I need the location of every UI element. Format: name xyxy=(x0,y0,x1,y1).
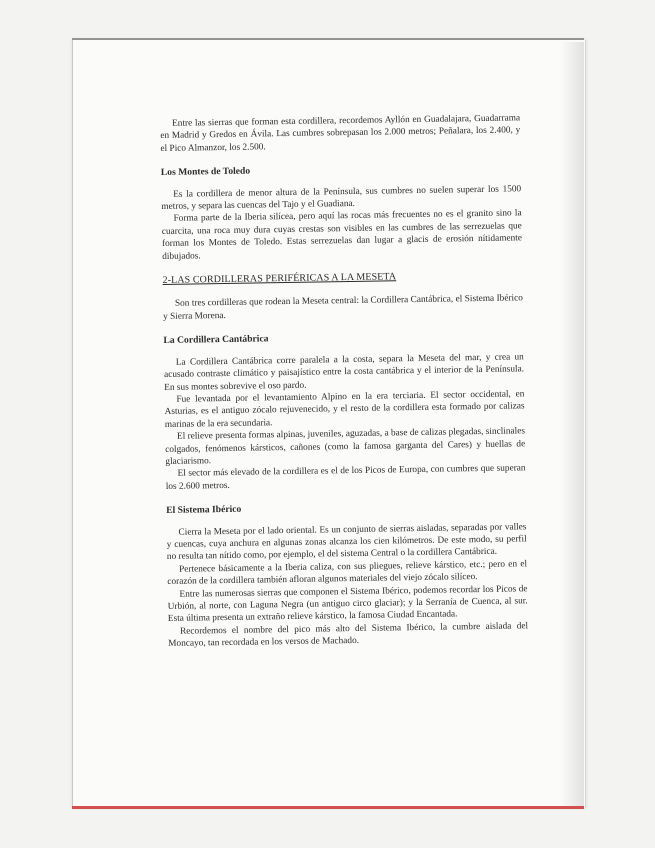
paragraph-cantabrica-4: El sector más elevado de la cordillera es el de los Picos de Europa, con cumbres que superan los 2.600 metros. xyxy=(165,463,526,492)
paragraph-iberico-1: Cierra la Meseta por el lado oriental. Es un conjunto de sierras aisladas, separadas por valles y cuencas, cuya anchura en algunas zonas alcanza los cien kilómetros. De este modo, su perfil no resulta tan nítido como, por ejemplo, el del sistema Central o la cordillera Cantábrica. xyxy=(166,521,527,563)
paragraph-toledo-1: Es la cordillera de menor altura de la Península, sus cumbres no suelen superar los 1500 metros, y separa las cuencas del Tajo y el Guadiana. xyxy=(161,183,522,213)
paragraph-iberico-2: Pertenece básicamente a la Iberia caliza, con sus pliegues, relieve kárstico, etc.; pero en el corazón de la cordillera también afloran algunos materiales del viejo zócalo silíceo. xyxy=(167,559,528,588)
paragraph-cantabrica-3: El relieve presenta formas alpinas, juveniles, aguzadas, a base de calizas plegadas, sinclinales colgados, fenómenos kársticos, cañones (como la famosa garganta del Cares) y huellas de glaciarismo. xyxy=(165,426,526,467)
page-bottom-edge xyxy=(72,806,584,809)
paragraph-section-2: Son tres cordilleras que rodean la Meseta central: la Cordillera Cantábrica, el Sistema Ibérico y Sierra Morena. xyxy=(163,293,523,322)
heading-montes-toledo: Los Montes de Toledo xyxy=(160,165,251,179)
paragraph-toledo-2: Forma parte de la Iberia silícea, pero aquí las rocas más frecuentes no es el granito sino la cuarcita, una roca muy dura cuyas crestas son visibles en las cumbres de las serrezuelas que forman los Montes de Toledo. Estas serrezuelas dan lugar a glacis de erosión nítidamente dibujados. xyxy=(161,208,523,262)
document-body xyxy=(160,112,528,650)
heading-section-2: 2-LAS CORDILLERAS PERIFÉRICAS A LA MESETA xyxy=(162,271,397,287)
paragraph-cantabrica-2: Fue levantada por el levantamiento Alpino en la era terciaria. El sector occidental, en Asturias, es el antiguo zócalo rejuvenecido, y el resto de la cordillera esta formado por calizas marinas de la era secundaria. xyxy=(164,389,525,430)
paragraph-cantabrica-1: La Cordillera Cantábrica corre paralela a la costa, separa la Meseta del mar, y crea un acusado contraste climático y paisajístico entre la costa cantábrica y el interior de la Península. En sus montes sobrevive el oso pardo. xyxy=(163,352,525,393)
heading-sistema-iberico: El Sistema Ibérico xyxy=(166,503,242,517)
paragraph-iberico-4: Recordemos el nombre del pico más alto del Sistema Ibérico, la cumbre aislada del Moncayo, tan recordada en los versos de Machado. xyxy=(168,621,529,650)
paragraph-intro: Entre las sierras que forman esta cordillera, recordemos Ayllón en Guadalajara, Guadarrama en Madrid y Gredos en Ávila. Las cumbres sobrepasan los 2.000 metros; Peñalara, los 2.400, y el Pico Almanzor, los 2.500. xyxy=(160,113,521,154)
paragraph-iberico-3: Entre las numerosas sierras que componen el Sistema Ibérico, podemos recordar los Picos de Urbión, al norte, con Laguna Negra (un antiguo circo glaciar); y la Serranía de Cuenca, al sur. Esta última presenta un extraño relieve kárstico, la famosa Ciudad Encantada. xyxy=(167,583,528,625)
heading-cordillera-cantabrica: La Cordillera Cantábrica xyxy=(163,333,269,347)
page-shadow xyxy=(560,42,584,807)
